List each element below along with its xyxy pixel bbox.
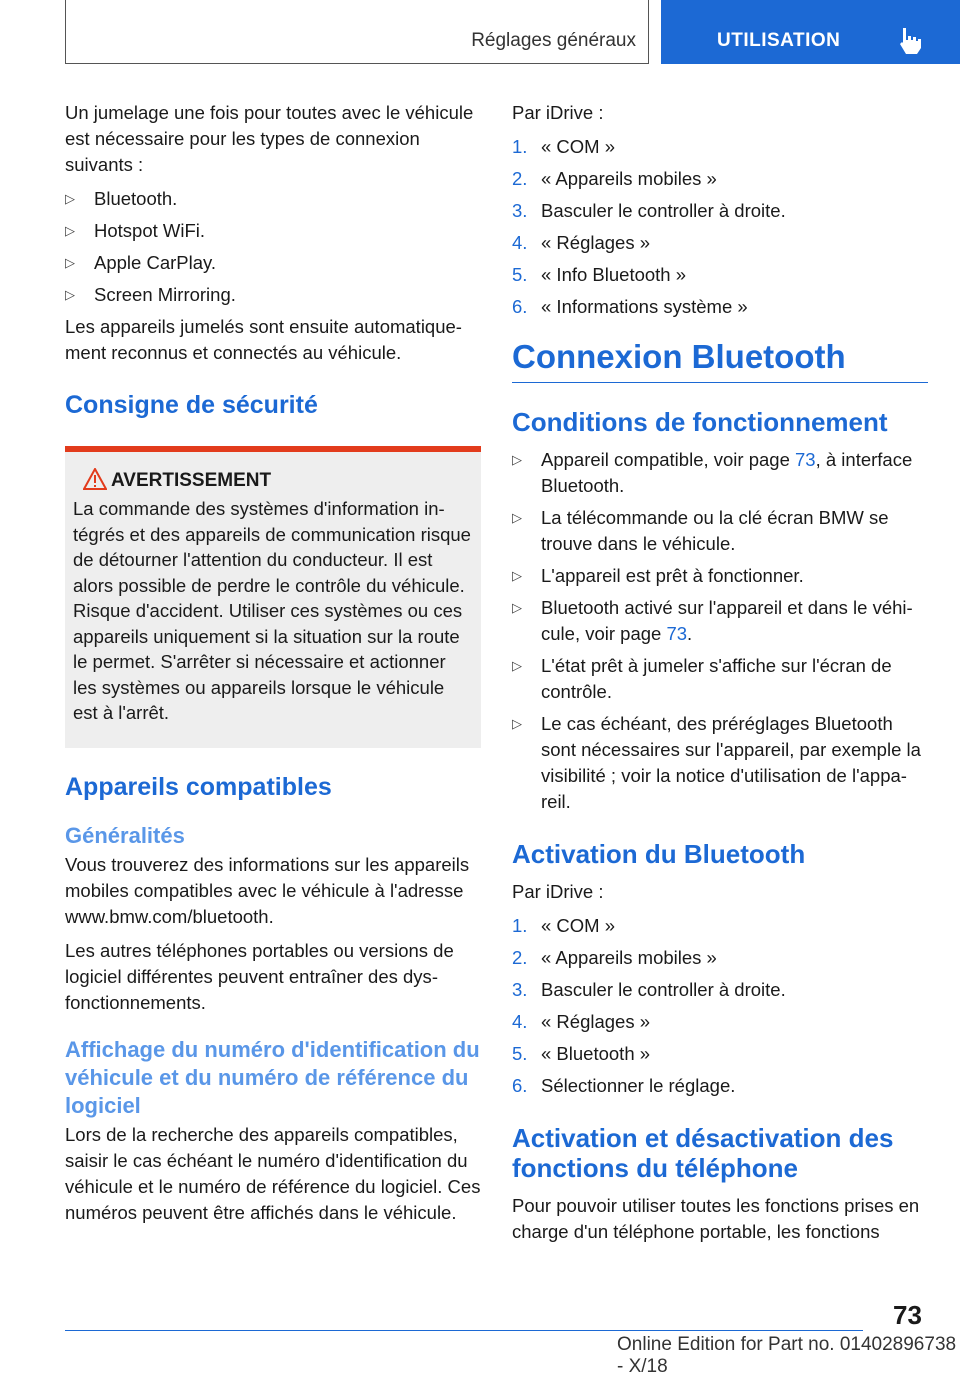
conditions-list xyxy=(512,447,928,815)
list-item: 6. Sélectionner le réglage. xyxy=(512,1075,736,1096)
triangle-bullet-icon: ▷ xyxy=(512,658,522,673)
general-paragraph-2: Les autres téléphones portables ou versions de logiciel différentes peuvent entraîner des dysfonctionnements. xyxy=(65,939,454,1013)
list-item: ▷ Le cas échéant, des préréglages Bluetooth sont nécessaires sur l'appareil, par exemple la visibilité ; voir la notice d'utilisation de l'appareil. xyxy=(512,713,921,812)
header-chapter-title: UTILISATION xyxy=(717,30,841,51)
conditions-heading: Conditions de fonctionnement xyxy=(512,407,888,437)
list-item: 3. Basculer le controller à droite. xyxy=(512,979,786,1000)
triangle-bullet-icon: ▷ xyxy=(512,600,522,615)
page-number: 73 xyxy=(893,1300,922,1330)
list-item: 2. « Appareils mobiles » xyxy=(512,947,717,968)
list-item: ▷ L'appareil est prêt à fonctionner. xyxy=(512,563,928,589)
intro-after-paragraph: Les appareils jumelés sont ensuite automatiquement reconnus et connectés au véhicule. xyxy=(65,316,462,363)
triangle-bullet-icon: ▷ xyxy=(65,223,75,238)
page-link[interactable]: 73 xyxy=(666,623,688,644)
general-heading: Généralités xyxy=(65,822,185,848)
triangle-bullet-icon: ▷ xyxy=(512,568,522,583)
list-item: ▷ Hotspot WiFi. xyxy=(65,218,481,244)
main-heading: Connexion Bluetooth xyxy=(512,338,928,383)
triangle-bullet-icon: ▷ xyxy=(65,287,75,302)
list-item: 2. « Appareils mobiles » xyxy=(512,168,717,189)
vin-paragraph: Lors de la recherche des appareils compatibles, saisir le cas échéant le numéro d'identification du véhicule et le numéro de référence du logiciel. Ces numéros peuvent être affichés dans le véhicule. xyxy=(65,1123,481,1223)
header-chapter-box xyxy=(661,0,960,64)
warning-text: La commande des systèmes d'information intégrés et des appareils de communication risque de détourner l'attention du conducteur. Il est alors possible de perdre le contrôle du véhicule. Risque d'accident. Utiliser ces systèmes ou ces appareils uniquement si la situation sur la route le permet. S'arrêter si nécessaire et actionner les systèmes ou appareils lorsque le véhicule est à l'arrêt. xyxy=(73,498,471,723)
list-item: ▷ Bluetooth activé sur l'appareil et dans le véhicule, voir page 73. xyxy=(512,597,913,644)
list-item: ▷ La télécommande ou la clé écran BMW se trouve dans le véhicule. xyxy=(512,507,889,554)
triangle-bullet-icon: ▷ xyxy=(512,716,522,731)
list-item: 1. « COM » xyxy=(512,136,616,157)
header-section-box xyxy=(65,0,649,64)
header-section-title: Réglages généraux xyxy=(471,30,636,51)
footer-rule xyxy=(65,1330,863,1331)
list-item: ▷ Apple CarPlay. xyxy=(65,250,481,276)
left-column xyxy=(65,100,481,1234)
list-item: ▷ Screen Mirroring. xyxy=(65,282,481,308)
safety-heading: Consigne de sécurité xyxy=(65,391,318,419)
vin-heading: Affichage du numéro d'identification du véhicule et du numéro de référence du logiciel xyxy=(65,1036,480,1118)
triangle-bullet-icon: ▷ xyxy=(512,452,522,467)
footer-edition: Online Edition for Part no. 01402896738 - X/18 xyxy=(617,1334,957,1377)
hand-pointer-icon xyxy=(897,26,923,56)
list-item: 6. « Informations système » xyxy=(512,296,748,317)
phone-functions-heading: Activation et désactivation des fonctions du téléphone xyxy=(512,1123,894,1183)
list-item: 1. « COM » xyxy=(512,915,616,936)
list-item: 4. « Réglages » xyxy=(512,232,651,253)
list-item: 4. « Réglages » xyxy=(512,1011,651,1032)
list-item: 5. « Info Bluetooth » xyxy=(512,264,687,285)
warning-box xyxy=(65,446,481,748)
right-column xyxy=(512,100,928,1253)
list-item: ▷ Appareil compatible, voir page 73, à interface Bluetooth. xyxy=(512,449,913,496)
triangle-bullet-icon: ▷ xyxy=(65,191,75,206)
list-item: ▷ Bluetooth. xyxy=(65,186,481,212)
idrive-label-2: Par iDrive : xyxy=(512,881,604,902)
steps-list-1 xyxy=(512,134,928,320)
triangle-bullet-icon: ▷ xyxy=(65,255,75,270)
compat-heading: Appareils compatibles xyxy=(65,772,332,801)
phone-functions-paragraph: Pour pouvoir utiliser toutes les fonctions prises en charge d'un téléphone portable, les fonctions xyxy=(512,1195,920,1242)
triangle-bullet-icon: ▷ xyxy=(512,510,522,525)
list-item: ▷ L'état prêt à jumeler s'affiche sur l'écran de contrôle. xyxy=(512,655,892,702)
warning-title: AVERTISSEMENT xyxy=(73,470,473,492)
steps-list-2 xyxy=(512,913,928,1099)
warning-triangle-icon xyxy=(83,468,107,490)
intro-paragraph: Un jumelage une fois pour toutes avec le véhicule est nécessaire pour les types de connexion suivants : xyxy=(65,102,474,175)
idrive-label-1: Par iDrive : xyxy=(512,102,604,123)
general-paragraph-1: Vous trouverez des informations sur les appareils mobiles compatibles avec le véhicule à l'adresse www.bmw.com/bluetooth. xyxy=(65,853,470,927)
page-link[interactable]: 73 xyxy=(795,449,816,470)
activation-heading: Activation du Bluetooth xyxy=(512,839,806,869)
list-item: 5. « Bluetooth » xyxy=(512,1043,651,1064)
connection-types-list xyxy=(65,186,481,308)
list-item: 3. Basculer le controller à droite. xyxy=(512,200,786,221)
